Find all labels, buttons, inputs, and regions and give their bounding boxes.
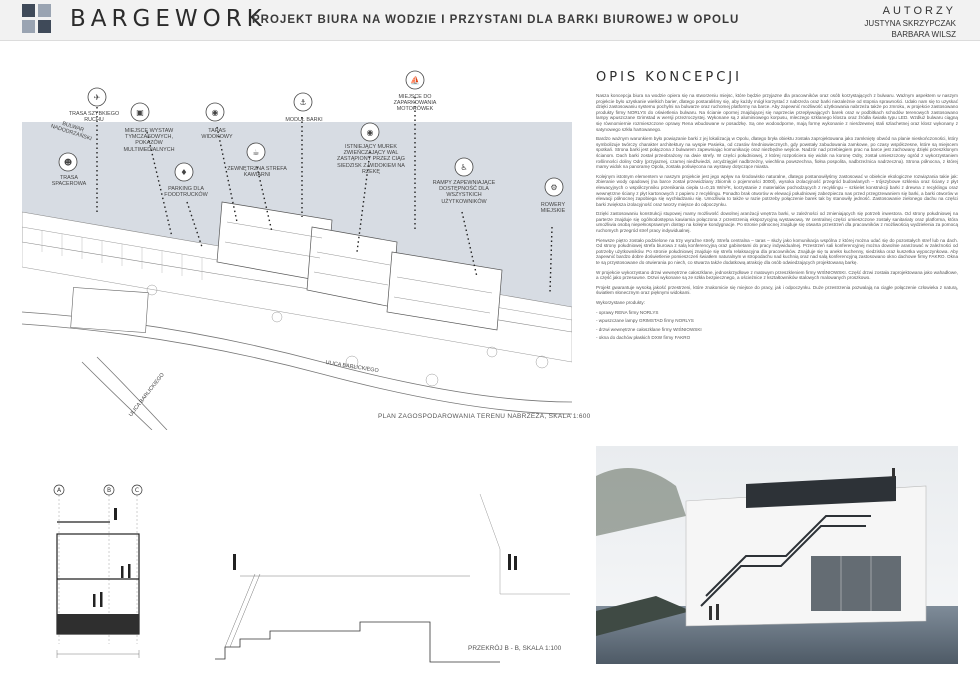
description-paragraph: Bardzo ważnym warunkiem było powiązanie barki z jej lokalizacją w Opolu, dlatego bryła obiektu została zaprojektowana jako zamknięty obwód na planie nieskończoności, który symbolizuje twórczy charakter architektury na wyspie Pasieka, od czasów średniowiecznych, gdy powstały zabudowania zamkowe, po czasy współczesne, które są miejscem spotkań. Strona barki jest połączona z bulwarem zapewniając komunikację oraz niezbędne wejście. Nadzór nad przebiegiem prac na barce jest zachowany dzięki przeszklonym ścianom. Dach barki został przeobrażony na dwie strefy. W części południowej, z której rozpościera się widok na koronę Odry, został umieszczony ogród z wykorzystaniem roślinności doliny Odry (przyjaznej, czarnej niedźwiedzi, arcydzięgiel nadbrzeżny, wiechlina powszechna, fiołna pospolita, nadbrzeżnica nadrzeczna). Strona północna, z której mamy widok na panoramę Opola, została poświęcona na wystawy dotyczące miasta. <box>596 136 958 170</box>
svg-text:◉: ◉ <box>366 128 374 137</box>
brand-title: BARGEWORK <box>70 6 267 32</box>
description-paragraph: Nasza koncepcja biura na wodzie opiera się na stworzeniu miejsc, które będzie przyjazne dla pracowników oraz osób korzystających z bulwaru. Ważnym aspektem w naszym projekcie było uzyskanie wielkich barier, dlatego postaraliśmy się, aby każdy mógł korzystać z nabrzeża oraz barki niezależnie od stopnia sprawności. Udało nam się to uzyskać dzięki zastosowaniu systemu pochylni na bulwarze oraz ruchomej platformy na barce. Aby zapewnić możliwość użytkowania nabrzeża także po zmroku, w projekcie zastosowano produkty firmy NORLYS do oświetlenia bulwaru. Na ścianie opornej znajdującej się naprzeciw przepływających barek oraz w podbitkach schodów terenowych zastosowano lampy wpuszczane Grimstad w wersji przezroczystej. Wykonane są z aluminiowego korpusu, mleczego szklanego klosza oraz źródła światła typu LED. Wzdłuż bulwaru ciągną się równomiernie rozmieszczone oprawy Rena wbudowane w posadzkę. Są one wodoodporne, mają formę wykonanie z nierdzewnej stali szlachetnej oraz klosz wykonany z satynowego szkła hartowanego. <box>596 93 958 132</box>
description-paragraph: Dzięki zastosowaniu konstrukcji stupowej mamy możliwość dowolnej aranżacji wnętrza barki, w zależności od zmieniających się potrzeb inwestora. Od strony południowej na parterze znajduje się ogólnodostępna kawiarnia połączona z przestrzenią ekspozycyjną wystawową. W centralnej części umieszczone zostały sanitariaty oraz platforma, która umożliwia osobą niepełnosprawnym dostęp na kolejne kondygnacje. Po stronie północnej znajduje się otwarta przestrzeń dla pracowników z możliwością wydzielenia za pomocą ruchomych przegród stref pracy indywidualnej. <box>596 211 958 234</box>
icon-label: ZEWNĘTRZNA STREFA KAWIARNI <box>227 166 287 179</box>
author-name: BARBARA WILSZ <box>891 30 956 39</box>
svg-text:☻: ☻ <box>63 158 73 167</box>
description-paragraph: Projekt gwarantuje wysoką jakość przestrzeni, które znakomicie się miejsce do pracy, jak i odpoczynku. Duże przestrzenia pozwalają na ciągłe połączenie człowieka z naturą, światłem słonecznym oraz pięknymi widokami. <box>596 284 958 296</box>
icon-label: MIEJSCE WYSTAW TYMCZASOWYCH, POKAZÓW MULTIMEDIALNYCH <box>123 128 175 153</box>
axis-label: B <box>106 487 112 494</box>
icon-label: MODUŁ BARKI <box>285 117 323 123</box>
icon-label: MIEJSCE DO ZAPARKOWANIA MOTORÓWEK <box>393 94 437 113</box>
building <box>71 287 149 332</box>
plan-caption: PLAN ZAGOSPODAROWANIA TERENU NABRZEŻA, SKALA 1:600 <box>378 413 591 420</box>
svg-text:◉: ◉ <box>211 108 219 117</box>
header-bar <box>0 0 980 41</box>
axis-label: C <box>134 487 140 494</box>
project-subtitle: PROJEKT BIURA NA WODZIE I PRZYSTANI DLA BARKI BIUROWEJ W OPOLU <box>252 14 740 26</box>
authors-heading: AUTORZY <box>882 5 956 17</box>
icon-label: ISTNIEJĄCY MUREK ZWIEŃCZAJĄCY WAL ZASTĄPIONY PRZEZ CIĄG SIEDZISK Z WIDOKIEM NA RZEKĘ <box>337 144 405 175</box>
author-name: JUSTYNA SKRZYPCZAK <box>864 19 956 28</box>
bulwar-label: BULWAR NADODRZAŃSKI <box>49 120 93 143</box>
render-image <box>596 446 958 664</box>
icon-label: TARAS WIDOKOWY <box>201 128 233 141</box>
svg-text:♦: ♦ <box>180 168 188 177</box>
svg-text:⚙: ⚙ <box>550 183 558 192</box>
description-heading: OPIS KONCEPCJI <box>596 70 742 85</box>
icon-label: RAMPY ZAPEWNIAJĄCE DOSTĘPNOŚĆ DLA WSZYSTKICH UŻYTKOWNIKÓW <box>432 180 496 205</box>
description-paragraph: Kolejnym istotnym elementem w naszym projekcie jest jego wpływ na środowisko naturalne, dlatego postanowiłyśmy zastosować w obiekcie ekologiczne rozwiązania takie jak: zbieranie wody opadowej (na barce został przewidziany zbiornik o pojemności 3000l), wysoka izolacyjność przegród budowlanych – trójszybowe szklenia oraz ściany z płyt elewacyjnych o współczynniku przenikania ciepła U=0,15 W/m²K, korzystanie z materiałów pochodzących z recyklingu – szkielet konstrukcji barki z drewna z recyklingu oraz wewnętrzne ściany z płyt kartonowych z papieru z recyklingu. Ponadto brak otworów w elewacji południowej zabezpiecza nas przed przegrzewaniem się barki, a barki otworów w elewacji północnej zapobiega się wychładzaniu się. Umożliwia to także w razie potrzeby połączenie barek tak by stanowiły jedność. Zastosowanie zielonego dachu na części barki zwiększa izolacyjność oraz tworzy miejsce do odpoczynku. <box>596 173 958 207</box>
products-list <box>596 310 958 341</box>
description-paragraph: Pierwsze piętro zostało podzielone na trzy wyraźne strefy. Strefa centralna – taras – służy jako komunikacja wspólna z której można udać się do pozostałych stref lub na dach. Od strony południowej strefa biurowa z salą konferencyjną oraz gabinetami do pracy indywidualnej. Przestrzeń sali konferencyjnej można dowolnie aranżować w zależności od potrzeby użytkowników. Po stronie południowej znajduje się strefa relaksacyjna dla pracowników. Znajduje się tu aneks kuchenny, siedziska oraz kuszetka wypoczynkowa. Aby zapewnić bardzo dobre doświetlenie pomieszczeń światłem naturalnym w stropodachu nad kuchnią oraz nad salą konferencyjną zastosowano okno dachowe firmy FAKRO. Okna te są przystosowane do otwierania po niech, co stwarza także dodatkową atrakcję dla osób odwiedzających projektowaną barkę. <box>596 237 958 266</box>
svg-text:☕: ☕ <box>252 148 260 157</box>
street-label: ULICA BARLICKIEGO <box>325 359 379 375</box>
list-item: - okna do dachów płaskich DXW firmy FAKRO <box>596 335 691 341</box>
svg-text:▣: ▣ <box>136 108 144 117</box>
street-label: ULICA BARLICKIEGO <box>128 372 166 419</box>
svg-text:⛵: ⛵ <box>410 76 420 85</box>
svg-text:⚓: ⚓ <box>299 98 307 107</box>
site-plan <box>22 62 572 430</box>
list-item: - drzwi wewnętrzne całoszklane firmy WIŚNIOWSKI <box>596 326 702 332</box>
description-column <box>596 70 958 344</box>
logo <box>22 4 52 34</box>
icon-label: TRASA SPACEROWA <box>51 175 87 188</box>
icon-label: ROWERY MIEJSKIE <box>540 202 566 215</box>
description-paragraph: W projekcie wykorzystano drzwi wewnętrzne całoszklane, jednoskrzydłowe z matowym przeszkleniem firmy WIŚNIOWSKI. Część drzwi została zaprojektowana jako wahadłowe, a część jako przesuwne. Drzwi wykonane są ze szkła bezpiecznego, a ościeżnice z kształtowników stalowych malowanych proszkowo. <box>596 269 958 281</box>
list-item: - oprawy RENA firmy NORLYS <box>596 309 659 315</box>
authors-block <box>864 5 956 40</box>
icon-label: TRASA SZYBKIEGO RUCHU <box>68 111 120 124</box>
svg-text:✈: ✈ <box>93 93 101 102</box>
icon-label: PARKING DLA FOODTRUCKÓW <box>164 186 208 199</box>
description-paragraph: Wykorzystane produkty: <box>596 300 645 305</box>
svg-text:♿: ♿ <box>460 163 468 172</box>
section-caption: PRZEKRÓJ B - B, SKALA 1:100 <box>468 645 562 652</box>
barge-render <box>596 446 958 664</box>
axis-label: A <box>56 487 62 494</box>
list-item: - wpuszczane lampy GRIMSTAD firmy NORLYS <box>596 318 694 324</box>
